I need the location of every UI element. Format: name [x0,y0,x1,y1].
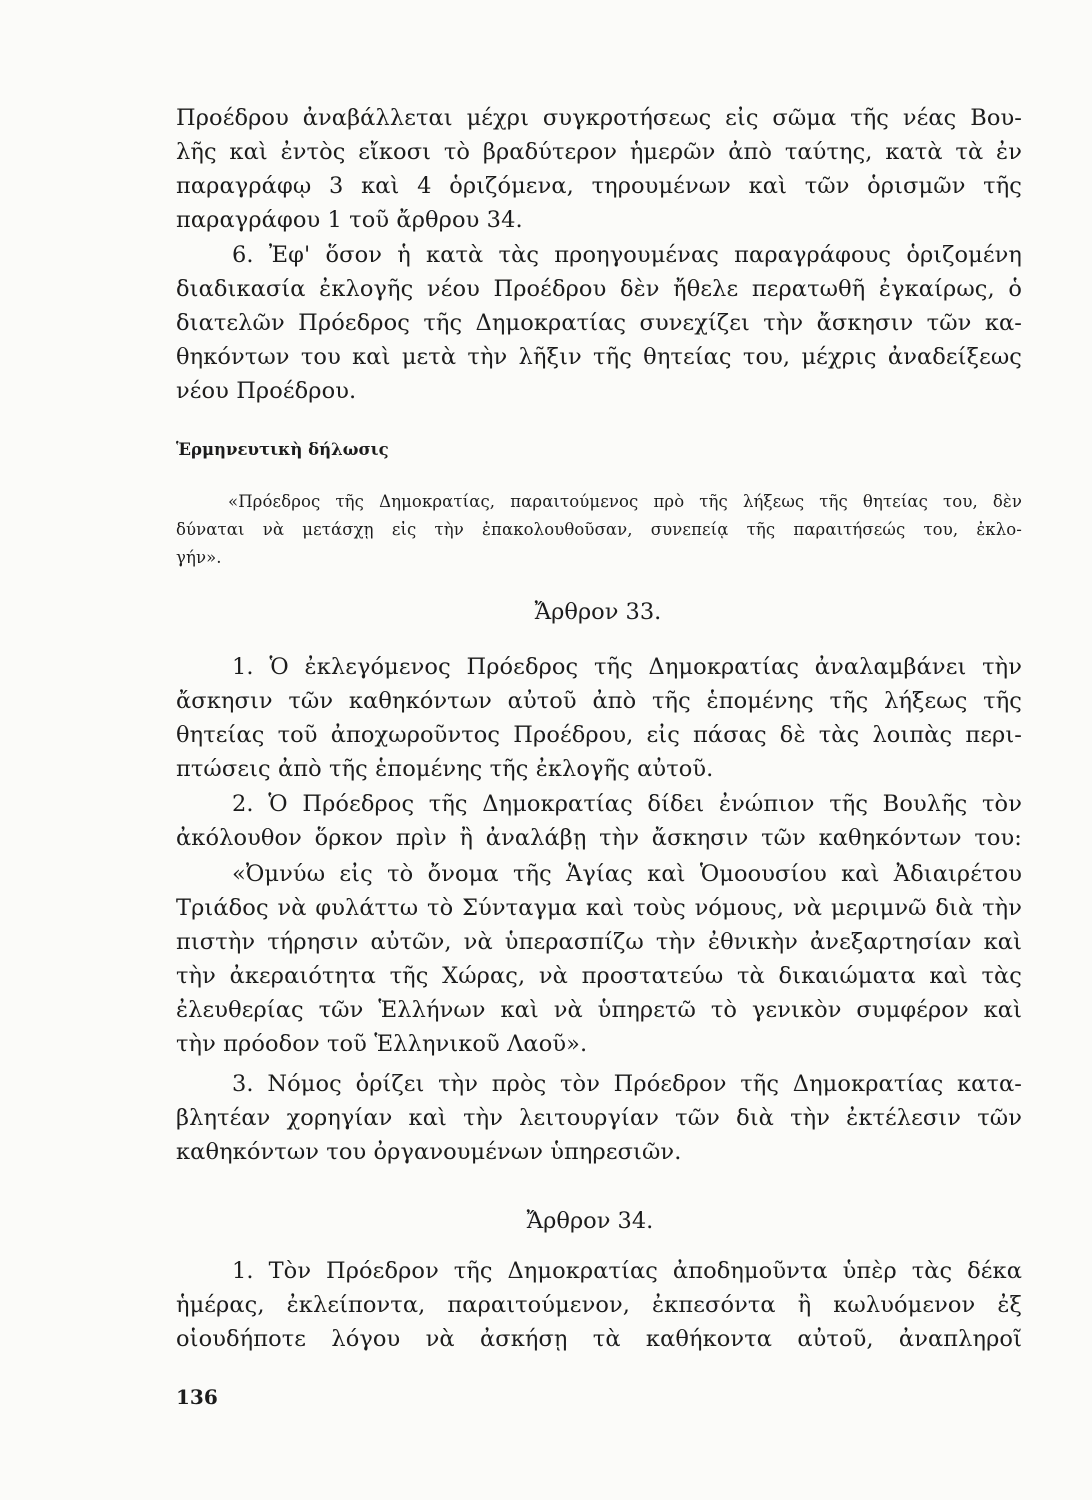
text-line: παραγράφου 1 τοῦ ἄρθρου 34. [176,207,523,233]
note-line: γήν». [176,548,222,567]
text-line: ἀκόλουθον ὅρκον πρὶν ἢ ἀναλάβῃ τὴν ἄσκησιν τῶν καθηκόντων του: [176,825,1022,851]
text-line: διαδικασία ἐκλογῆς νέου Προέδρου δὲν ἤθελε περατωθῆ ἐγκαίρως, ὁ [176,276,1022,302]
oath-line: τὴν πρόοδον τοῦ Ἑλληνικοῦ Λαοῦ». [176,1031,588,1057]
oath-line: τὴν ἀκεραιότητα τῆς Χώρας, νὰ προστατεύω τὰ δικαιώματα καὶ τὰς [176,963,1022,989]
oath-line: «Ὀμνύω εἰς τὸ ὄνομα τῆς Ἁγίας καὶ Ὁμοουσίου καὶ Ἀδιαιρέτου [232,861,1022,887]
page-number: 136 [176,1385,218,1409]
text-line: ἄσκησιν τῶν καθηκόντων αὐτοῦ ἀπὸ τῆς ἑπομένης τῆς λήξεως τῆς [176,688,1022,714]
text-line: ἡμέρας, ἐκλείποντα, παραιτούμενον, ἐκπεσόντα ἢ κωλυόμενον ἐξ [176,1292,1022,1318]
text-line: θητείας τοῦ ἀποχωροῦντος Προέδρου, εἰς πάσας δὲ τὰς λοιπὰς περι- [176,722,1022,748]
text-line: παραγράφῳ 3 καὶ 4 ὁριζόμενα, τηρουμένων καὶ τῶν ὁρισμῶν τῆς [176,173,1022,199]
text-line: 1. Ὁ ἐκλεγόμενος Πρόεδρος τῆς Δημοκρατίας ἀναλαμβάνει τὴν [232,654,1022,680]
note-line: «Πρόεδρος τῆς Δημοκρατίας, παραιτούμενος πρὸ τῆς λήξεως τῆς θητείας του, δὲν [228,492,1022,511]
text-line: πτώσεις ἀπὸ τῆς ἑπομένης τῆς ἐκλογῆς αὐτοῦ. [176,756,714,782]
oath-line: πιστὴν τήρησιν αὐτῶν, νὰ ὑπερασπίζω τὴν ἐθνικὴν ἀνεξαρτησίαν καὶ [176,929,1022,955]
article-heading: Ἄρθρον 33. [534,599,662,625]
text-line: 3. Νόμος ὁρίζει τὴν πρὸς τὸν Πρόεδρον τῆς Δημοκρατίας κατα- [232,1071,1022,1097]
text-line: νέου Προέδρου. [176,378,357,404]
text-line: διατελῶν Πρόεδρος τῆς Δημοκρατίας συνεχίζει τὴν ἄσκησιν τῶν κα- [176,310,1022,336]
text-line: 1. Τὸν Πρόεδρον τῆς Δημοκρατίας ἀποδημοῦντα ὑπὲρ τὰς δέκα [232,1258,1022,1284]
text-line: οἱουδήποτε λόγου νὰ ἀσκήσῃ τὰ καθήκοντα αὐτοῦ, ἀναπληροῖ [176,1326,1022,1352]
text-line: καθηκόντων του ὀργανουμένων ὑπηρεσιῶν. [176,1139,682,1165]
text-line: 6. Ἐφ' ὅσον ἡ κατὰ τὰς προηγουμένας παραγράφους ὁριζομένη [232,242,1022,268]
text-line: βλητέαν χορηγίαν καὶ τὴν λειτουργίαν τῶν διὰ τὴν ἐκτέλεσιν τῶν [176,1105,1022,1131]
text-line: θηκόντων του καὶ μετὰ τὴν λῆξιν τῆς θητείας του, μέχρις ἀναδείξεως [176,344,1022,370]
text-line: λῆς καὶ ἐντὸς εἴκοσι τὸ βραδύτερον ἡμερῶν ἀπὸ ταύτης, κατὰ τὰ ἐν [176,139,1022,165]
interpretive-heading: Ἑρμηνευτικὴ δήλωσις [176,440,389,459]
article-heading: Ἄρθρον 34. [526,1208,654,1234]
oath-line: ἐλευθερίας τῶν Ἑλλήνων καὶ νὰ ὑπηρετῶ τὸ γενικὸν συμφέρον καὶ [176,997,1022,1023]
note-line: δύναται νὰ μετάσχῃ εἰς τὴν ἐπακολουθοῦσαν, συνεπείᾳ τῆς παραιτήσεώς του, ἐκλο- [176,520,1022,539]
oath-line: Τριάδος νὰ φυλάττω τὸ Σύνταγμα καὶ τοὺς νόμους, νὰ μεριμνῶ διὰ τὴν [176,895,1022,921]
text-line: Προέδρου ἀναβάλλεται μέχρι συγκροτήσεως εἰς σῶμα τῆς νέας Βου- [176,105,1022,131]
text-line: 2. Ὁ Πρόεδρος τῆς Δημοκρατίας δίδει ἐνώπιον τῆς Βουλῆς τὸν [232,791,1022,817]
